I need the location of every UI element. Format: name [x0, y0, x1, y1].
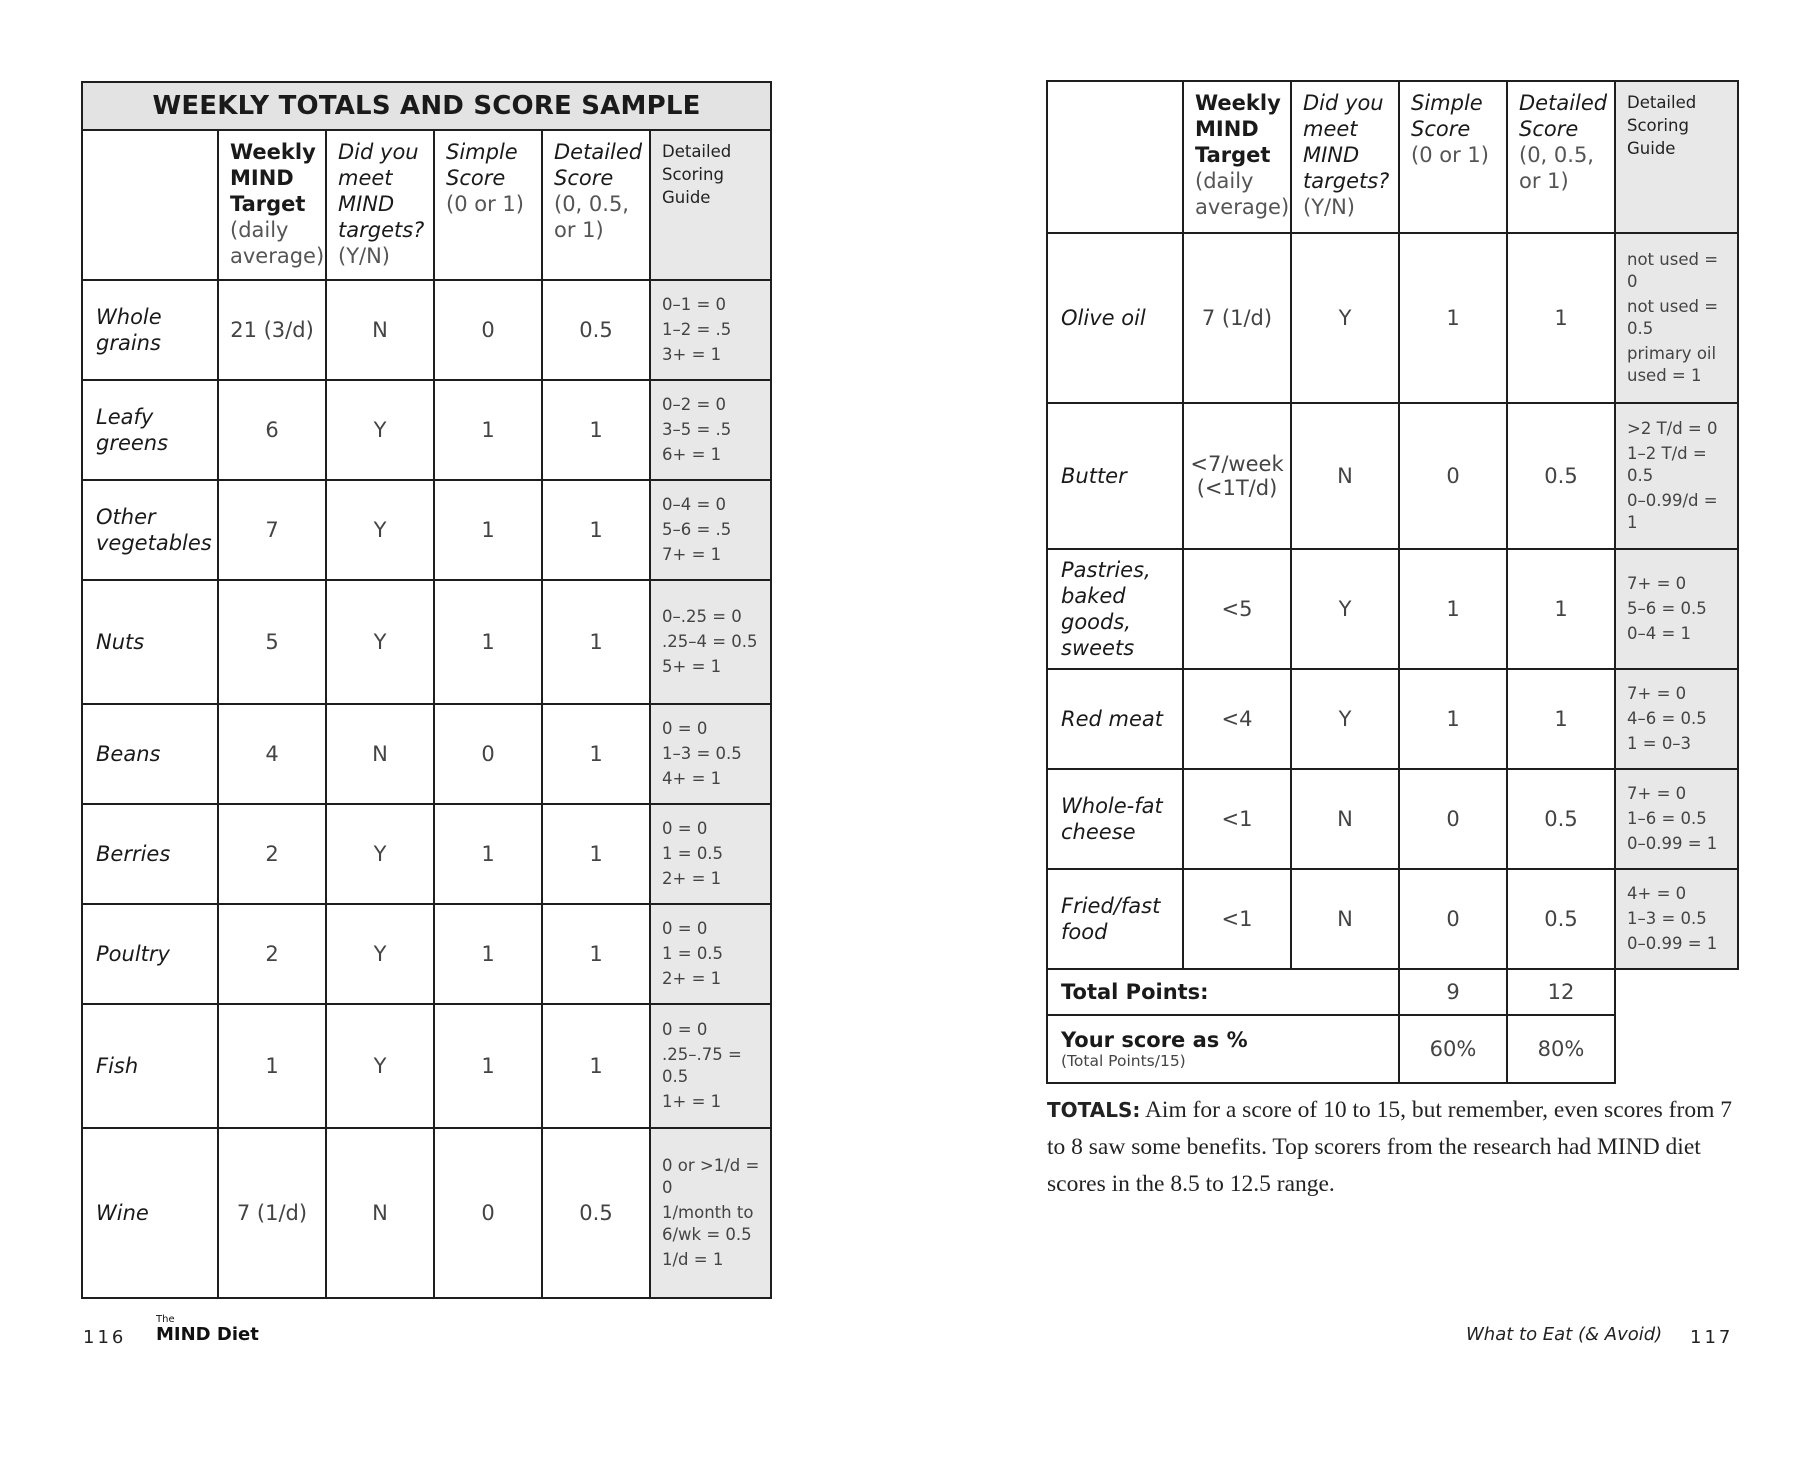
food-name: Wine [82, 1128, 218, 1298]
simple-score: 1 [1399, 233, 1507, 403]
target-value: <5 [1183, 549, 1291, 669]
scoring-guide-line: 1–2 = .5 [662, 320, 732, 339]
scoring-guide-line: 0–0.99 = 1 [1627, 834, 1718, 853]
scoring-guide-line: 0–2 = 0 [662, 395, 727, 414]
table-row [82, 580, 771, 704]
target-value: <1 [1183, 769, 1291, 869]
target-value: 5 [218, 580, 326, 704]
header-detailed [1507, 81, 1615, 233]
detailed-score: 1 [1507, 233, 1615, 403]
simple-score: 0 [434, 280, 542, 380]
header-detailed [542, 130, 650, 280]
percent-detailed-value: 80% [1507, 1015, 1615, 1083]
met-value: Y [326, 904, 434, 1004]
header-simple-light: (0 or 1) [446, 192, 524, 216]
met-value: Y [1291, 669, 1399, 769]
scoring-guide [1615, 769, 1738, 869]
met-value: Y [326, 1004, 434, 1128]
food-name: Berries [82, 804, 218, 904]
header-detailed-light: (0, 0.5, or 1) [1519, 143, 1594, 193]
scoring-guide-line: 0–.25 = 0 [662, 607, 742, 626]
target-value: 4 [218, 704, 326, 804]
scoring-guide [1615, 549, 1738, 669]
target-value: 1 [218, 1004, 326, 1128]
met-value: N [1291, 769, 1399, 869]
target-value: <1 [1183, 869, 1291, 969]
simple-score: 1 [434, 804, 542, 904]
table-row [1047, 403, 1738, 549]
scoring-guide-line: 4+ = 0 [1627, 884, 1687, 903]
food-name: Fish [82, 1004, 218, 1128]
detailed-score: 1 [1507, 549, 1615, 669]
left-table-body [82, 280, 771, 1298]
score-percent-row [1047, 1015, 1738, 1083]
scoring-guide [650, 1128, 771, 1298]
simple-score: 1 [434, 580, 542, 704]
table-row [82, 380, 771, 480]
simple-score: 1 [434, 904, 542, 1004]
scoring-guide-line: 6+ = 1 [662, 445, 722, 464]
scoring-guide-line: 4+ = 1 [662, 769, 722, 788]
right-table-body [1047, 233, 1738, 969]
food-name: Olive oil [1047, 233, 1183, 403]
table-row [82, 1004, 771, 1128]
scoring-guide-line: 5–6 = 0.5 [1627, 599, 1707, 618]
simple-score: 1 [1399, 549, 1507, 669]
scoring-guide-line: not used = 0 [1627, 250, 1719, 291]
scoring-guide-line: 0–1 = 0 [662, 295, 727, 314]
target-value: 21 (3/d) [218, 280, 326, 380]
scoring-guide-line: 2+ = 1 [662, 969, 722, 988]
scoring-guide-line: 4–6 = 0.5 [1627, 709, 1707, 728]
table-row [82, 480, 771, 580]
scoring-guide-line: >2 T/d = 0 [1627, 419, 1718, 438]
scoring-guide [1615, 669, 1738, 769]
table-row [1047, 669, 1738, 769]
scoring-guide-line: 7+ = 0 [1627, 784, 1687, 803]
simple-score: 0 [1399, 403, 1507, 549]
header-meet [1291, 81, 1399, 233]
met-value: N [326, 280, 434, 380]
left-page-number: 116 [83, 1327, 127, 1348]
logo-the: The [156, 1314, 175, 1325]
total-detailed-value: 12 [1507, 969, 1615, 1015]
scoring-guide-line: 1+ = 1 [662, 1092, 722, 1111]
scoring-guide-line: 0–0.99/d = 1 [1627, 491, 1718, 532]
header-meet-light: (Y/N) [1303, 195, 1355, 219]
header-row [82, 130, 771, 280]
food-name: Beans [82, 704, 218, 804]
table-row [82, 280, 771, 380]
simple-score: 1 [434, 1004, 542, 1128]
food-name: Poultry [82, 904, 218, 1004]
scoring-guide-line: 0–4 = 1 [1627, 624, 1692, 643]
food-name: Pastries, baked goods, sweets [1047, 549, 1183, 669]
scoring-guide [650, 580, 771, 704]
scoring-guide [1615, 869, 1738, 969]
met-value: Y [326, 480, 434, 580]
simple-score: 0 [1399, 869, 1507, 969]
scoring-guide [650, 704, 771, 804]
header-empty-cell [82, 130, 218, 280]
scoring-guide-line: 0 or >1/d = 0 [662, 1156, 760, 1197]
scoring-guide-line: primary oil used = 1 [1627, 344, 1717, 385]
met-value: N [1291, 403, 1399, 549]
met-value: N [326, 1128, 434, 1298]
scoring-guide-line: 1/d = 1 [662, 1250, 724, 1269]
food-name: Whole grains [82, 280, 218, 380]
header-meet-light: (Y/N) [338, 244, 390, 268]
header-detailed-italic: Detailed Score [1519, 91, 1608, 141]
met-value: Y [326, 380, 434, 480]
header-target-light: (daily average) [230, 218, 325, 268]
totals-lead: TOTALS: [1047, 1098, 1141, 1122]
logo-mind: MIND Diet [156, 1324, 259, 1345]
scoring-guide-line: 0–4 = 0 [662, 495, 727, 514]
target-value: 2 [218, 804, 326, 904]
target-value: 7 (1/d) [1183, 233, 1291, 403]
met-value: Y [1291, 233, 1399, 403]
scoring-guide [650, 380, 771, 480]
score-percent-sublabel: (Total Points/15) [1061, 1052, 1186, 1070]
detailed-score: 0.5 [542, 1128, 650, 1298]
score-percent-label: Your score as % [1061, 1028, 1248, 1052]
header-target [218, 130, 326, 280]
food-name: Red meat [1047, 669, 1183, 769]
header-simple [1399, 81, 1507, 233]
scoring-guide-line: 0 = 0 [662, 819, 708, 838]
header-meet [326, 130, 434, 280]
simple-score: 0 [434, 704, 542, 804]
header-detailed-italic: Detailed Score [554, 140, 643, 190]
simple-score: 1 [1399, 669, 1507, 769]
scoring-guide-line: 1–3 = 0.5 [1627, 909, 1707, 928]
header-guide: Detailed Scoring Guide [1615, 81, 1738, 233]
table-row [1047, 769, 1738, 869]
met-value: Y [1291, 549, 1399, 669]
header-simple [434, 130, 542, 280]
header-target-bold: Weekly MIND Target [1195, 91, 1281, 167]
scoring-guide-line: 7+ = 0 [1627, 574, 1687, 593]
header-row [1047, 81, 1738, 233]
target-value: 2 [218, 904, 326, 1004]
food-name: Nuts [82, 580, 218, 704]
detailed-score: 1 [1507, 669, 1615, 769]
scoring-guide-line: 3–5 = .5 [662, 420, 732, 439]
food-name: Whole-fat cheese [1047, 769, 1183, 869]
food-name: Fried/fast food [1047, 869, 1183, 969]
header-target [1183, 81, 1291, 233]
detailed-score: 1 [542, 480, 650, 580]
scoring-guide [650, 904, 771, 1004]
scoring-guide [650, 280, 771, 380]
simple-score: 0 [1399, 769, 1507, 869]
right-page-number: 117 [1690, 1327, 1734, 1348]
book-logo [156, 1315, 259, 1345]
food-name: Butter [1047, 403, 1183, 549]
simple-score: 1 [434, 480, 542, 580]
detailed-score: 1 [542, 1004, 650, 1128]
scoring-guide-line: 5–6 = .5 [662, 520, 732, 539]
scoring-guide-line: 1 = 0.5 [662, 944, 724, 963]
scoring-guide-line: 1–2 T/d = 0.5 [1627, 444, 1707, 485]
weekly-totals-table [81, 81, 772, 1299]
total-simple-value: 9 [1399, 969, 1507, 1015]
table-row [82, 704, 771, 804]
scoring-guide-line: 0 = 0 [662, 919, 708, 938]
met-value: N [326, 704, 434, 804]
score-percent-label-cell [1047, 1015, 1399, 1083]
target-value: 7 [218, 480, 326, 580]
scoring-guide-line: 7+ = 1 [662, 545, 722, 564]
scoring-guide [650, 804, 771, 904]
right-page [1046, 80, 1739, 1476]
scoring-guide-line: 0 = 0 [662, 1020, 708, 1039]
target-value: <7/week (<1T/d) [1183, 403, 1291, 549]
simple-score: 1 [434, 380, 542, 480]
scoring-guide [1615, 233, 1738, 403]
target-value: 7 (1/d) [218, 1128, 326, 1298]
table-row [82, 904, 771, 1004]
scoring-guide-line: 1–3 = 0.5 [662, 744, 742, 763]
table-row [82, 804, 771, 904]
detailed-score: 1 [542, 804, 650, 904]
scoring-guide-line: 0 = 0 [662, 719, 708, 738]
totals-note [1047, 1092, 1737, 1203]
food-name: Leafy greens [82, 380, 218, 480]
scoring-guide-line: 5+ = 1 [662, 657, 722, 676]
header-simple-italic: Simple Score [1411, 91, 1483, 141]
scoring-guide-line: 0–0.99 = 1 [1627, 934, 1718, 953]
header-detailed-light: (0, 0.5, or 1) [554, 192, 629, 242]
target-value: <4 [1183, 669, 1291, 769]
header-guide: Detailed Scoring Guide [650, 130, 771, 280]
scoring-guide-line: .25–4 = 0.5 [662, 632, 758, 651]
header-simple-italic: Simple Score [446, 140, 518, 190]
detailed-score: 0.5 [1507, 769, 1615, 869]
header-target-light: (daily average) [1195, 169, 1290, 219]
scoring-guide-line: .25–.75 = 0.5 [662, 1045, 742, 1086]
scoring-guide [1615, 403, 1738, 549]
scoring-guide-line: 1/month to 6/wk = 0.5 [662, 1203, 754, 1244]
met-value: Y [326, 580, 434, 704]
target-value: 6 [218, 380, 326, 480]
detailed-score: 0.5 [1507, 403, 1615, 549]
scoring-guide [650, 480, 771, 580]
table-row [1047, 233, 1738, 403]
header-empty-cell [1047, 81, 1183, 233]
table-title: WEEKLY TOTALS AND SCORE SAMPLE [82, 82, 771, 130]
detailed-score: 1 [542, 704, 650, 804]
table-row [82, 1128, 771, 1298]
simple-score: 0 [434, 1128, 542, 1298]
weekly-totals-table-continued [1046, 80, 1739, 1084]
total-points-label: Total Points: [1047, 969, 1399, 1015]
scoring-guide-line: 1 = 0.5 [662, 844, 724, 863]
met-value: Y [326, 804, 434, 904]
header-target-bold: Weekly MIND Target [230, 140, 316, 216]
scoring-guide-line: not used = 0.5 [1627, 297, 1719, 338]
detailed-score: 1 [542, 904, 650, 1004]
table-row [1047, 549, 1738, 669]
scoring-guide-line: 2+ = 1 [662, 869, 722, 888]
left-page [81, 81, 772, 1477]
header-meet-italic: Did you meet MIND targets? [338, 140, 425, 242]
scoring-guide [650, 1004, 771, 1128]
detailed-score: 0.5 [542, 280, 650, 380]
header-simple-light: (0 or 1) [1411, 143, 1489, 167]
percent-simple-value: 60% [1399, 1015, 1507, 1083]
header-meet-italic: Did you meet MIND targets? [1303, 91, 1390, 193]
table-row [1047, 869, 1738, 969]
scoring-guide-line: 1 = 0–3 [1627, 734, 1692, 753]
running-head: What to Eat (& Avoid) [1466, 1324, 1663, 1345]
scoring-guide-line: 3+ = 1 [662, 345, 722, 364]
detailed-score: 1 [542, 580, 650, 704]
scoring-guide-line: 7+ = 0 [1627, 684, 1687, 703]
detailed-score: 0.5 [1507, 869, 1615, 969]
totals-body: Aim for a score of 10 to 15, but remember, even scores from 7 to 8 saw some benefits. Top scorers from the research had MIND diet scores in the 8.5 to 12.5 range. [1047, 1097, 1732, 1197]
detailed-score: 1 [542, 380, 650, 480]
met-value: N [1291, 869, 1399, 969]
total-points-row [1047, 969, 1738, 1015]
food-name: Other vegetables [82, 480, 218, 580]
scoring-guide-line: 1–6 = 0.5 [1627, 809, 1707, 828]
